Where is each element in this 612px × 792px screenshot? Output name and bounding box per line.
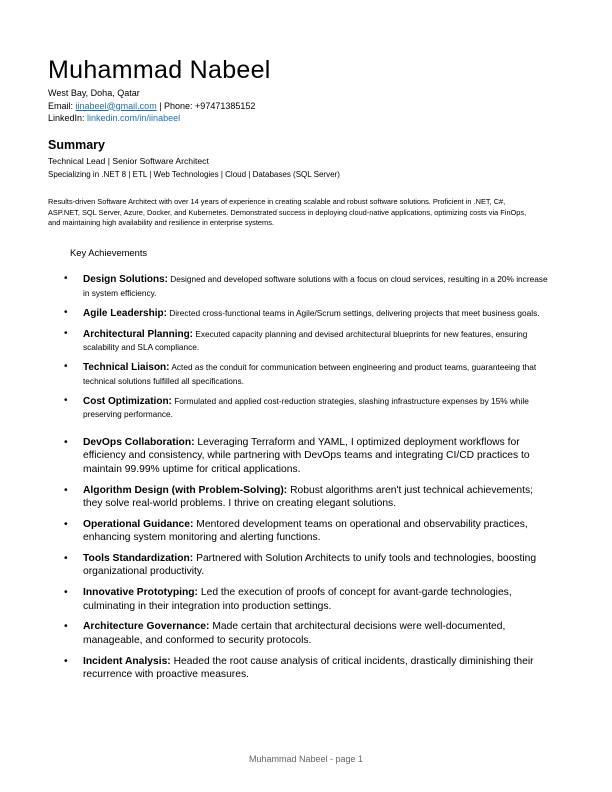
list-item [60, 586, 552, 613]
summary-paragraph: Results-driven Software Architect with over 14 years of experience in creating scalable and robust software solutions. Proficient in .NET, C#, ASP.NET, SQL Server, Azure, Docker, and Kubernetes. Demonstrated success in deploying cloud-native applications, optimizing costs via FinOps, and maintaining high availability and resilience in enterprise systems. [48, 197, 527, 227]
item-title: Architecture Governance: [83, 621, 210, 633]
linkedin-link[interactable]: linkedin.com/in/iinabeel [87, 113, 181, 123]
bullet-icon: • [64, 394, 68, 406]
summary-heading: Summary [48, 138, 105, 152]
linkedin-label: LinkedIn: [48, 113, 88, 123]
item-title: Design Solutions: [83, 274, 168, 285]
bullet-icon: • [64, 655, 68, 667]
location: West Bay, Doha, Qatar [48, 88, 140, 98]
item-text: Directed cross-functional teams in Agile/Scrum settings, delivering projects that meet business goals. [166, 307, 540, 318]
item-text: Acted as the conduit for communication between engineering and product teams, guaranteeing that technical solutions fulfilled all specifications. [83, 362, 537, 386]
bullet-icon: • [64, 327, 68, 339]
list-item [60, 552, 552, 579]
item-text: Mentored development teams on operational and observability practices, enhancing system monitoring and alerting functions. [83, 518, 528, 544]
list-item [60, 361, 550, 387]
achievements-list-large [60, 436, 552, 689]
list-item [60, 395, 550, 421]
item-text: Robust algorithms aren't just technical achievements; they solve real-world problems. I thrive on creating elegant solutions. [83, 484, 533, 510]
list-item [60, 484, 552, 511]
candidate-name: Muhammad Nabeel [48, 56, 271, 84]
list-item [60, 273, 550, 299]
item-title: Technical Liaison: [83, 362, 170, 373]
item-title: Cost Optimization: [83, 395, 172, 407]
item-title: Innovative Prototyping: [83, 587, 198, 599]
email-phone-line [48, 100, 255, 113]
item-text: Partnered with Solution Architects to unify tools and technologies, boosting organizational productivity. [83, 553, 537, 578]
item-text: Formulated and applied cost-reduction strategies, slashing infrastructure expenses by 15% while preserving performance. [83, 395, 529, 419]
achievements-heading: Key Achievements [70, 247, 148, 258]
contact-block [48, 87, 255, 125]
bullet-icon: • [64, 306, 68, 318]
email-label: Email: [48, 100, 76, 111]
bullet-icon: • [64, 621, 68, 633]
item-title: DevOps Collaboration: [83, 437, 195, 448]
phone-text: | Phone: +97471385152 [156, 100, 256, 111]
bullet-icon: • [64, 273, 68, 284]
bullet-icon: • [64, 587, 68, 599]
item-text: Leveraging Terraform and YAML, I optimized deployment workflows for efficiency and consistency, while partnering with DevOps teams and integrating CI/CD practices to maintain 99.99% uptime for critical applications. [83, 437, 530, 475]
item-title: Incident Analysis: [83, 655, 171, 667]
summary-specialty-line: Specializing in .NET 8 | ETL | Web Technologies | Cloud | Databases (SQL Server) [48, 170, 340, 179]
achievements-list-small [60, 273, 550, 428]
bullet-icon: • [64, 361, 68, 372]
email-link[interactable]: iinabeel@gmail.com [75, 100, 157, 111]
list-item [60, 518, 552, 545]
list-item [60, 655, 552, 682]
item-title: Agile Leadership: [83, 307, 167, 319]
item-title: Tools Standardization: [83, 553, 194, 565]
list-item [60, 620, 552, 647]
item-title: Architectural Planning: [83, 328, 194, 340]
item-text: Executed capacity planning and devised architectural blueprints for new features, ensuring scalability and SLA compliance. [83, 328, 528, 352]
bullet-icon: • [64, 518, 68, 530]
item-title: Algorithm Design (with Problem-Solving): [83, 484, 288, 496]
summary-title-line: Technical Lead | Senior Software Architect [48, 156, 209, 166]
bullet-icon: • [64, 553, 68, 565]
bullet-icon: • [64, 484, 68, 496]
item-text: Headed the root cause analysis of critical incidents, drastically diminishing their recurrence with proactive measures. [83, 655, 534, 681]
page-footer: Muhammad Nabeel - page 1 [248, 754, 364, 764]
linkedin-line [48, 112, 255, 125]
item-title: Operational Guidance: [83, 518, 194, 530]
item-text: Led the execution of proofs of concept for avant-garde technologies, culminating in their integration into production settings. [83, 587, 512, 612]
list-item [60, 328, 550, 354]
item-text: Made certain that architectural decisions were well-documented, manageable, and conformed to security protocols. [83, 621, 506, 646]
bullet-icon: • [64, 437, 68, 448]
list-item [60, 307, 550, 321]
item-text: Designed and developed software solutions with a focus on cloud services, resulting in a 20% increase in system efficiency. [83, 274, 548, 298]
list-item [60, 436, 552, 476]
